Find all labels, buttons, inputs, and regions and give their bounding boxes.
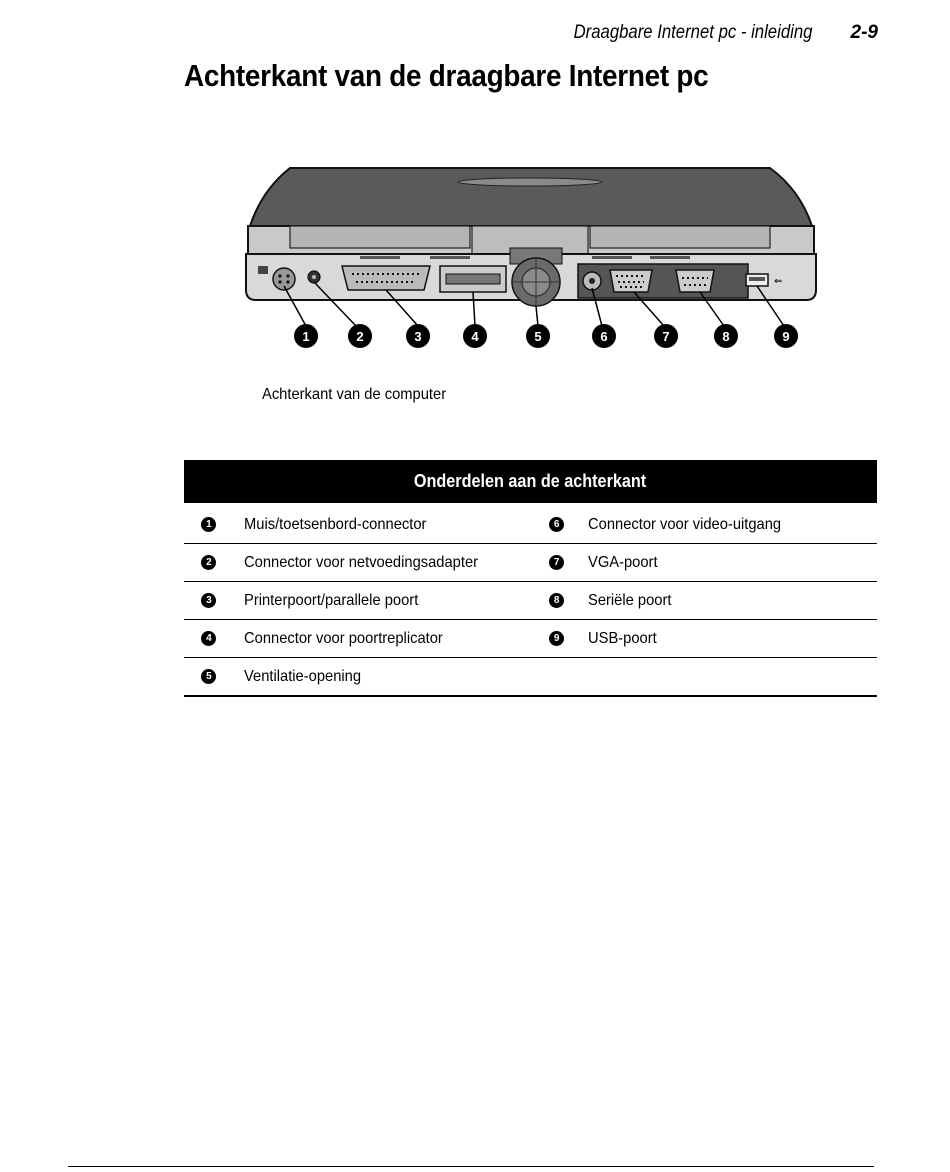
footer-rule	[68, 1166, 874, 1167]
item-number-badge: 1	[201, 517, 216, 532]
table-row	[184, 544, 877, 582]
callout-2-label: 2	[356, 329, 364, 344]
table-row	[184, 582, 877, 620]
callout-4-label: 4	[471, 329, 479, 344]
serial-port	[676, 270, 714, 292]
callout-1-label: 1	[302, 329, 310, 344]
item-label: Muis/toetsenbord-connector	[243, 515, 427, 533]
section-heading: Achterkant van de draagbare Internet pc	[184, 58, 709, 93]
item-label: Ventilatie-opening	[243, 667, 361, 685]
laptop-rear-illustration	[240, 160, 830, 360]
item-number-badge: 6	[549, 517, 564, 532]
svg-text:⇐: ⇐	[774, 276, 783, 287]
item-label: Connector voor netvoedingsadapter	[243, 553, 478, 571]
item-number-badge: 5	[201, 669, 216, 684]
table-row	[184, 658, 877, 697]
hinge-right	[590, 226, 770, 248]
callout-3-label: 3	[414, 329, 422, 344]
vga-port	[610, 270, 652, 292]
item-label: Connector voor video-uitgang	[587, 515, 781, 533]
lid-logo-plate	[458, 178, 602, 186]
running-header	[0, 22, 878, 48]
callout-8-label: 8	[722, 329, 730, 344]
item-label: USB-poort	[587, 629, 657, 647]
item-label: Printerpoort/parallele poort	[243, 591, 419, 609]
running-title: Draagbare Internet pc - inleiding	[573, 22, 812, 43]
table-row	[184, 505, 877, 544]
parallel-port	[342, 266, 430, 290]
hinge-left	[290, 226, 470, 248]
figure-caption: Achterkant van de computer	[262, 386, 447, 403]
item-number-badge: 2	[201, 555, 216, 570]
laptop-lid	[250, 168, 812, 226]
item-number-badge: 3	[201, 593, 216, 608]
item-number-badge: 8	[549, 593, 564, 608]
item-number-badge: 4	[201, 631, 216, 646]
table-title: Onderdelen aan de achterkant	[184, 460, 877, 505]
item-number-badge: 9	[549, 631, 564, 646]
item-number-badge: 7	[549, 555, 564, 570]
table-row	[184, 620, 877, 658]
laptop-rear-figure	[240, 160, 830, 360]
callout-7-label: 7	[662, 329, 670, 344]
parts-table	[184, 460, 877, 697]
callout-5-label: 5	[534, 329, 542, 344]
item-label: VGA-poort	[587, 553, 658, 571]
callout-6-label: 6	[600, 329, 608, 344]
page-number: 2-9	[850, 22, 878, 43]
item-label: Seriële poort	[587, 591, 672, 609]
item-label: Connector voor poortreplicator	[243, 629, 443, 647]
callout-9-label: 9	[782, 329, 790, 344]
table-header-row	[184, 460, 877, 505]
